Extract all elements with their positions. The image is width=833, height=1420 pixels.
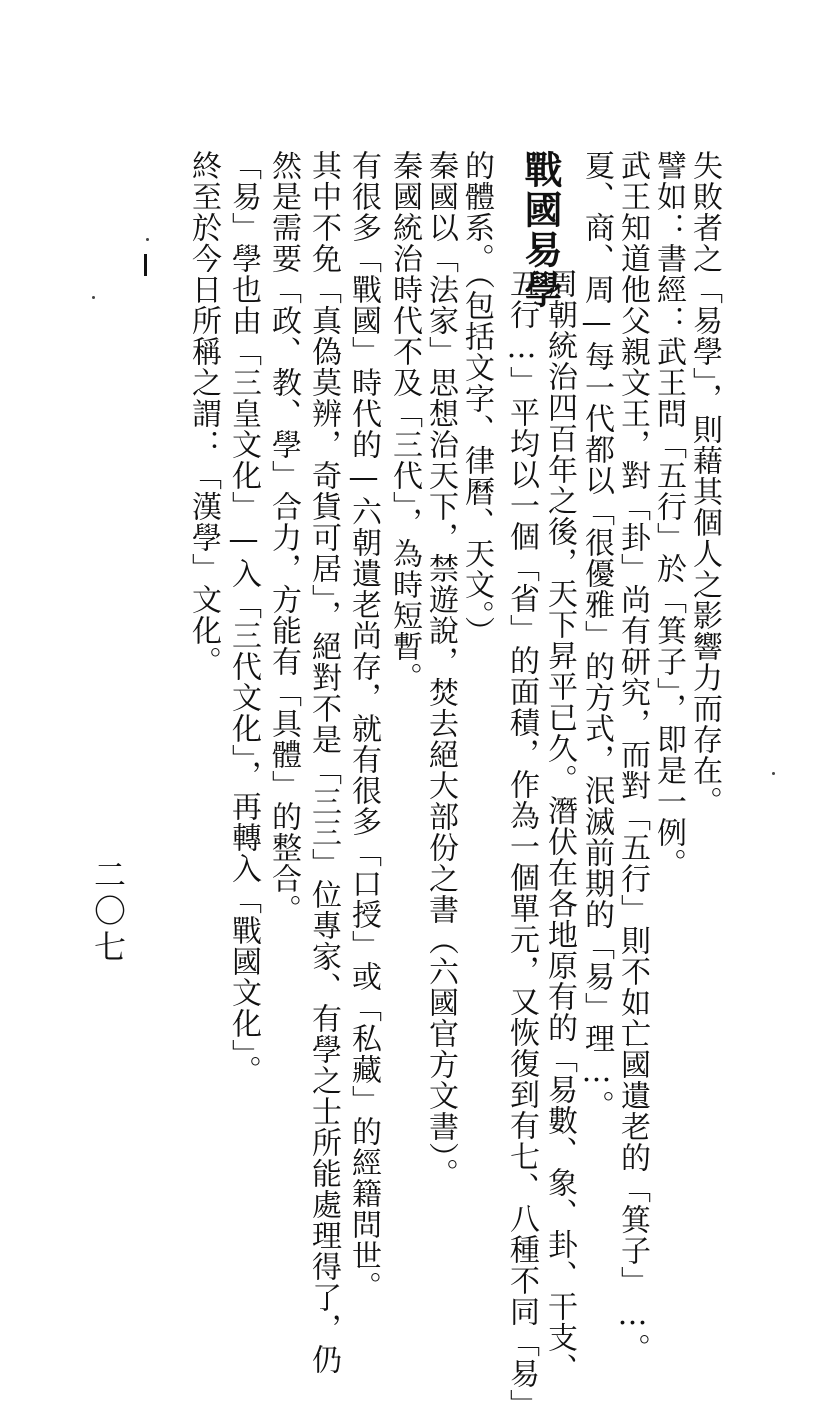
text-column-1: 失敗者之「易學」，則藉其個人之影響力而存在。 <box>687 150 722 817</box>
text-column-14: 終至於今日所稱之謂：「漢學」文化。 <box>186 150 221 677</box>
page-number: 二〇七 <box>89 858 127 966</box>
text-column-6: 五行…」平均以一個「省」的面積，作為一個單元，又恢復到有七、八種不同「易」 <box>504 268 539 1420</box>
text-column-4: 夏、商、周—每一代都以「很優雅」的方式，泯滅前期的「易」理…。 <box>579 150 614 1121</box>
text-column-11: 其中不免「真偽莫辨，奇貨可居」，絕對不是「三三」位專家、有學之士所能處理得了，仍 <box>306 150 341 1375</box>
scan-speck <box>772 772 775 775</box>
text-column-5: 周朝統治四百年之後，天下昇平已久。潛伏在各地原有的「易數、象、卦、干支、 <box>542 268 577 1384</box>
section-heading: 戰國易學 <box>518 150 563 310</box>
text-column-7: 的體系。（包括文字、律曆、天文。） <box>459 150 494 647</box>
text-column-8: 秦國以「法家」思想治天下，禁遊說，焚去絕大部份之書（六國官方文書）。 <box>423 150 458 1189</box>
text-column-3: 武王知道他父親文王，對「卦」尚有研究，而對「五行」則不如亡國遺老的「箕子」…。 <box>615 150 650 1364</box>
scan-mark <box>144 254 147 276</box>
text-column-10: 有很多「戰國」時代的—六朝遺老尚存，就有很多「口授」或「私藏」的經籍問世。 <box>346 150 381 1302</box>
text-column-12: 然是需要「政、教、學」合力，方能有「具體」的整合。 <box>266 150 301 925</box>
text-column-9: 秦國統治時代不及「三代」，為時短暫。 <box>387 150 422 693</box>
text-column-2: 譬如：書經：武王問「五行」於「箕子」，即是一例。 <box>651 150 686 879</box>
text-column-13: 「易」學也由「三皇文化」—入「三代文化」，再轉入「戰國文化」。 <box>226 150 261 1086</box>
scan-speck <box>92 296 95 299</box>
scan-speck <box>146 238 149 241</box>
